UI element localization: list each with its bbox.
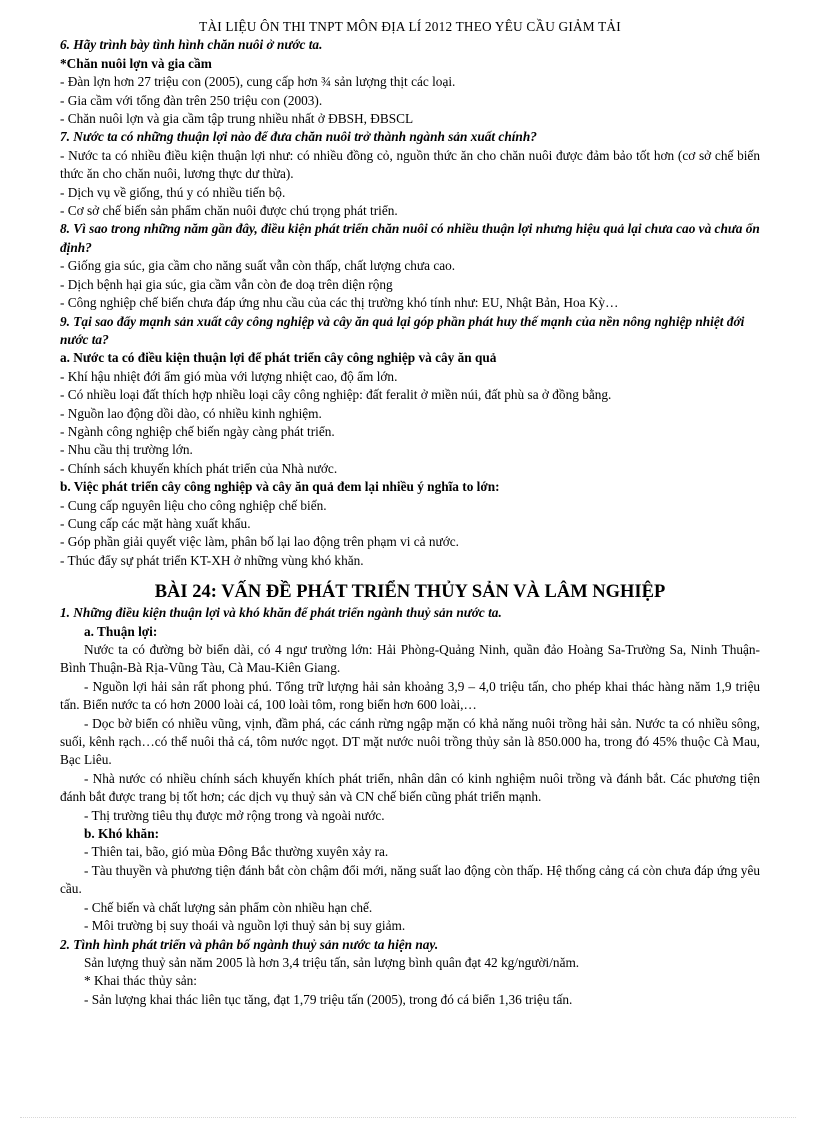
list-item: - Chính sách khuyến khích phát triển của Nhà nước. [60,460,338,476]
list-item: - Nhu cầu thị trường lớn. [60,442,193,458]
page-bottom-divider [20,1117,796,1118]
list-item: - Cung cấp nguyên liệu cho công nghiệp chế biến. [60,497,327,513]
paragraph: - Sản lượng khai thác liên tục tăng, đạt 1,79 triệu tấn (2005), trong đó cá biển 1,36 triệu tấn. [84,991,573,1007]
subsection-heading: * Khai thác thủy sản: [84,973,197,989]
list-item: - Cơ sở chế biến sản phẩm chăn nuôi được chú trọng phát triển. [60,203,398,219]
list-item: - Cung cấp các mặt hàng xuất khẩu. [60,515,251,531]
paragraph: - Thị trường tiêu thụ được mở rộng trong và ngoài nước. [84,807,385,823]
question-9-heading: 9. Tại sao đẩy mạnh sản xuất cây công nghiệp và cây ăn quả lại góp phần phát huy thế mạnh của nền nông nghiệp nhiệt đới nước ta? [60,313,745,347]
paragraph: Sản lượng thuỷ sản năm 2005 là hơn 3,4 triệu tấn, sản lượng bình quân đạt 42 kg/người/năm. [84,954,580,970]
lesson-question-1-heading: 1. Những điều kiện thuận lợi và khó khăn để phát triển ngành thuỷ sản nước ta. [60,605,502,621]
paragraph: - Tàu thuyền và phương tiện đánh bắt còn chậm đổi mới, năng suất lao động còn thấp. Hệ thống cảng cá còn chưa đáp ứng yêu cầu. [60,862,760,897]
lesson-question-2-heading: 2. Tình hình phát triển và phân bố ngành thuỷ sản nước ta hiện nay. [60,936,439,952]
list-item: - Góp phần giải quyết việc làm, phân bố lại lao động trên phạm vi cả nước. [60,534,459,550]
subsection-a-heading: a. Nước ta có điều kiện thuận lợi để phát triển cây công nghiệp và cây ăn quả [60,350,497,366]
question-7-heading: 7. Nước ta có những thuận lợi nào để đưa chăn nuôi trở thành ngành sản xuất chính? [60,129,537,145]
section-heading: *Chăn nuôi lợn và gia cầm [60,55,212,71]
question-8-heading: 8. Vì sao trong những năm gần đây, điều kiện phát triển chăn nuôi có nhiều thuận lợi nhưng hiệu quả lại chưa cao và chưa ổn định? [60,221,760,255]
subsection-b-heading: b. Việc phát triển cây công nghiệp và cây ăn quả đem lại nhiều ý nghĩa to lớn: [60,479,500,495]
list-item: - Thúc đẩy sự phát triển KT-XH ở những vùng khó khăn. [60,552,364,568]
difficulties-heading: b. Khó khăn: [84,826,160,842]
list-item: - Giống gia súc, gia cầm cho năng suất vẫn còn thấp, chất lượng chưa cao. [60,258,456,274]
list-item: - Nước ta có nhiều điều kiện thuận lợi như: có nhiều đồng cỏ, nguồn thức ăn cho chăn nuôi được đảm bảo tốt hơn (cơ sở chế biến thức ăn cho chăn nuôi, lương thực dư thừa). [60,147,760,182]
paragraph: - Nguồn lợi hải sản rất phong phú. Tổng trữ lượng hải sản khoảng 3,9 – 4,0 triệu tấn, cho phép khai thác hàng năm 1,9 triệu tấn. Biển nước ta có hơn 2000 loài cá, 100 loài tôm, rong biển hơn 600 loài,… [60,678,760,713]
list-item: - Ngành công nghiệp chế biến ngày càng phát triển. [60,423,335,439]
list-item: - Dịch bệnh hại gia súc, gia cầm vẫn còn đe doạ trên diện rộng [60,276,393,292]
list-item: - Khí hậu nhiệt đới ẩm gió mùa với lượng nhiệt cao, độ ẩm lớn. [60,368,398,384]
paragraph: - Thiên tai, bão, gió mùa Đông Bắc thường xuyên xảy ra. [84,844,389,860]
paragraph: - Nhà nước có nhiều chính sách khuyến khích phát triển, nhân dân có kinh nghiệm nuôi trồng và đánh bắt. Các phương tiện đánh bắt được trang bị tốt hơn; các dịch vụ thuỷ sản và CN chế biến cũng phát triển mạnh. [60,770,760,805]
paragraph: - Chế biến và chất lượng sản phẩm còn nhiều hạn chế. [84,899,373,915]
list-item: - Gia cầm với tổng đàn trên 250 triệu con (2003). [60,92,323,108]
advantages-heading: a. Thuận lợi: [84,623,158,639]
list-item: - Nguồn lao động dồi dào, có nhiều kinh nghiệm. [60,405,322,421]
list-item: - Đàn lợn hơn 27 triệu con (2005), cung cấp hơn ¾ sản lượng thịt các loại. [60,74,456,90]
list-item: - Có nhiều loại đất thích hợp nhiều loại cây công nghiệp: đất feralit ở miền núi, đất phù sa ở đồng bằng. [60,387,612,403]
lesson-title: BÀI 24: VẤN ĐỀ PHÁT TRIỂN THỦY SẢN VÀ LÂM NGHIỆP [154,582,666,603]
list-item: - Dịch vụ về giống, thú y có nhiều tiến bộ. [60,184,286,200]
document-page [60,18,760,1009]
paragraph: Nước ta có đường bờ biển dài, có 4 ngư trường lớn: Hải Phòng-Quảng Ninh, quần đảo Hoàng Sa-Trường Sa, Ninh Thuận-Bình Thuận-Bà Rịa-Vũng Tàu, Cà Mau-Kiên Giang. [60,642,760,676]
question-6-heading: 6. Hãy trình bày tình hình chăn nuôi ở nước ta. [60,37,323,53]
list-item: - Công nghiệp chế biến chưa đáp ứng nhu cầu của các thị trường khó tính như: EU, Nhật Bản, Hoa Kỳ… [60,295,619,311]
paragraph: - Dọc bờ biển có nhiều vũng, vịnh, đầm phá, các cánh rừng ngập mặn có khả năng nuôi trồng hải sản. Nước ta có nhiều sông, suối, kênh rạch…có thể nuôi thả cá, tôm nước ngọt. DT mặt nước nuôi trồng thủy sản là 850.000 ha, trong đó 45% thuộc Cà Mau, Bạc Liêu. [60,715,760,768]
list-item: - Chăn nuôi lợn và gia cầm tập trung nhiều nhất ở ĐBSH, ĐBSCL [60,111,414,127]
paragraph: - Môi trường bị suy thoái và nguồn lợi thuỷ sản bị suy giảm. [84,918,406,934]
page-header: TÀI LIỆU ÔN THI TNPT MÔN ĐỊA LÍ 2012 THEO YÊU CẦU GIẢM TẢI [199,19,621,34]
